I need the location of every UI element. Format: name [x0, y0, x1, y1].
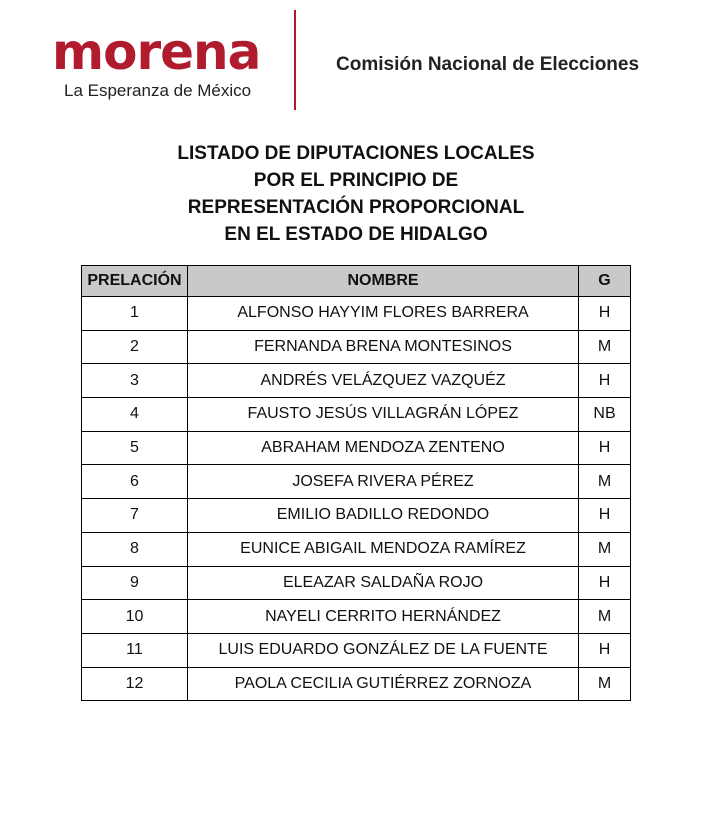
cell-nombre: ABRAHAM MENDOZA ZENTENO — [187, 431, 578, 465]
column-header-prelacion: PRELACIÓN — [82, 266, 188, 297]
cell-prelacion: 6 — [82, 465, 188, 499]
cell-genero: NB — [579, 398, 631, 432]
cell-genero: M — [579, 330, 631, 364]
cell-prelacion: 11 — [82, 633, 188, 667]
cell-nombre: LUIS EDUARDO GONZÁLEZ DE LA FUENTE — [187, 633, 578, 667]
cell-nombre: PAOLA CECILIA GUTIÉRREZ ZORNOZA — [187, 667, 578, 701]
cell-genero: M — [579, 600, 631, 634]
header-divider — [294, 10, 296, 110]
title-line: REPRESENTACIÓN PROPORCIONAL — [187, 197, 525, 218]
cell-genero: H — [579, 297, 631, 331]
cell-nombre: ANDRÉS VELÁZQUEZ VAZQUÉZ — [187, 364, 578, 398]
cell-prelacion: 9 — [82, 566, 188, 600]
table-row — [82, 633, 631, 667]
table-row — [82, 499, 631, 533]
cell-nombre: ALFONSO HAYYIM FLORES BARRERA — [187, 297, 578, 331]
document-header — [0, 0, 720, 120]
table-row — [82, 566, 631, 600]
title-line: LISTADO DE DIPUTACIONES LOCALES — [177, 143, 535, 164]
title-line: POR EL PRINCIPIO DE — [253, 170, 459, 191]
cell-genero: M — [579, 465, 631, 499]
column-header-nombre: NOMBRE — [187, 266, 578, 297]
document-title — [0, 140, 712, 248]
table-row — [82, 532, 631, 566]
cell-prelacion: 4 — [82, 398, 188, 432]
title-line: EN EL ESTADO DE HIDALGO — [224, 224, 488, 245]
cell-prelacion: 1 — [82, 297, 188, 331]
cell-prelacion: 8 — [82, 532, 188, 566]
cell-prelacion: 5 — [82, 431, 188, 465]
candidates-table — [81, 265, 631, 701]
cell-genero: H — [579, 364, 631, 398]
table-row — [82, 667, 631, 701]
commission-name: Comisión Nacional de Elecciones — [336, 54, 640, 75]
cell-nombre: EMILIO BADILLO REDONDO — [187, 499, 578, 533]
cell-genero: H — [579, 566, 631, 600]
cell-genero: M — [579, 532, 631, 566]
cell-genero: H — [579, 431, 631, 465]
cell-genero: M — [579, 667, 631, 701]
table-row — [82, 431, 631, 465]
cell-prelacion: 7 — [82, 499, 188, 533]
cell-prelacion: 12 — [82, 667, 188, 701]
table-row — [82, 330, 631, 364]
table-row — [82, 297, 631, 331]
cell-nombre: FAUSTO JESÚS VILLAGRÁN LÓPEZ — [187, 398, 578, 432]
table-header-row — [82, 266, 631, 297]
table-row — [82, 398, 631, 432]
column-header-genero: G — [579, 266, 631, 297]
cell-nombre: ELEAZAR SALDAÑA ROJO — [187, 566, 578, 600]
logo-tagline: La Esperanza de México — [64, 81, 252, 100]
cell-nombre: FERNANDA BRENA MONTESINOS — [187, 330, 578, 364]
cell-nombre: EUNICE ABIGAIL MENDOZA RAMÍREZ — [187, 532, 578, 566]
table-row — [82, 364, 631, 398]
cell-genero: H — [579, 499, 631, 533]
table-row — [82, 465, 631, 499]
cell-prelacion: 2 — [82, 330, 188, 364]
cell-nombre: NAYELI CERRITO HERNÁNDEZ — [187, 600, 578, 634]
cell-prelacion: 3 — [82, 364, 188, 398]
cell-genero: H — [579, 633, 631, 667]
cell-prelacion: 10 — [82, 600, 188, 634]
table-row — [82, 600, 631, 634]
morena-logo: morena — [52, 23, 261, 81]
cell-nombre: JOSEFA RIVERA PÉREZ — [187, 465, 578, 499]
